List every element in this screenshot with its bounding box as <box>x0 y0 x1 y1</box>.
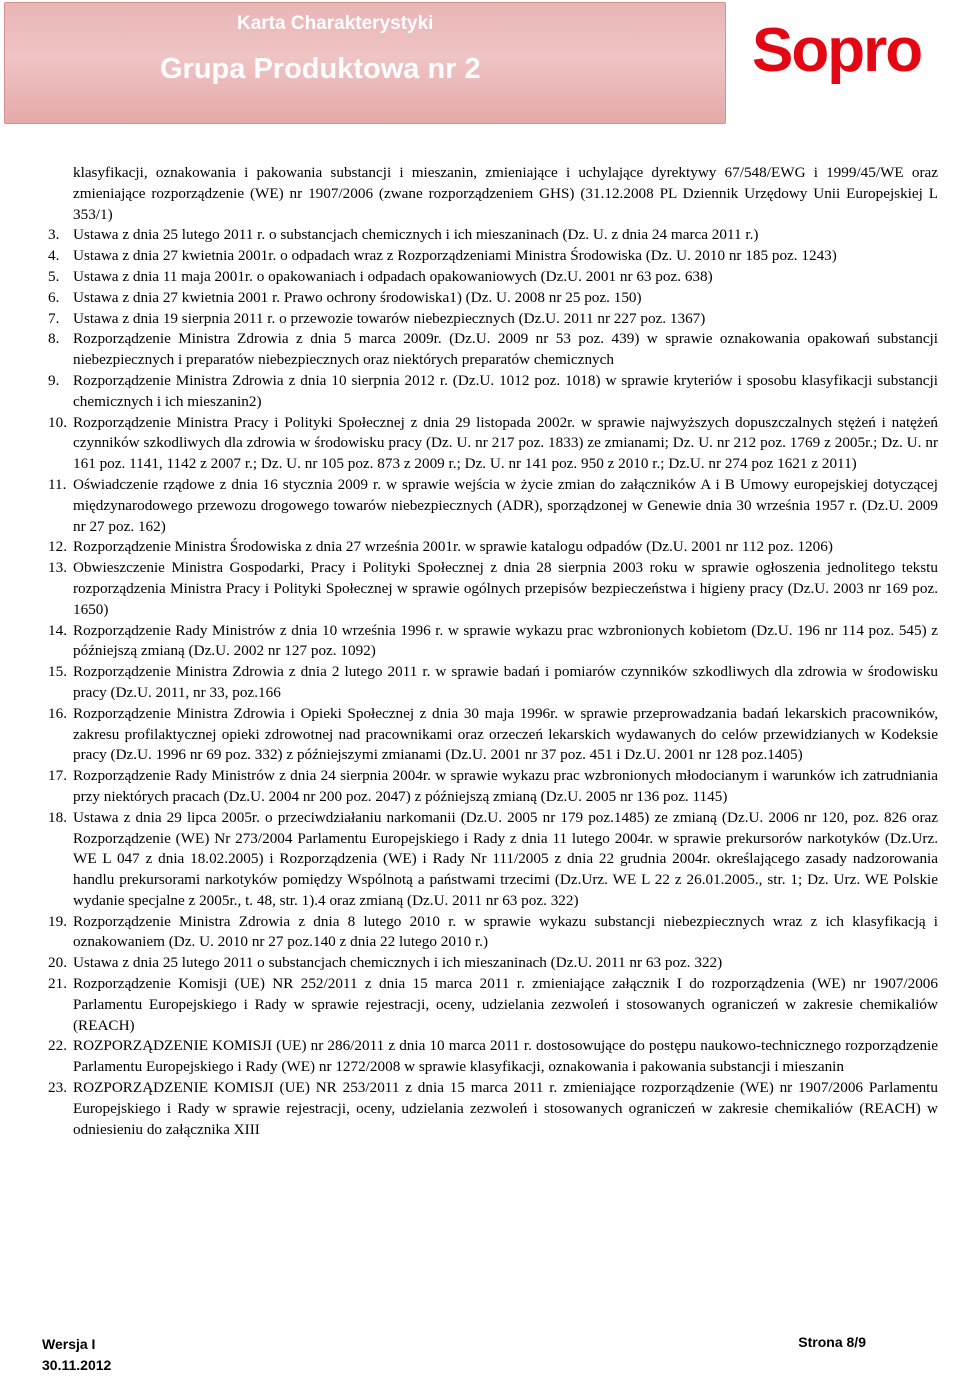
footer-version <box>42 1334 111 1376</box>
list-item-text: Ustawa z dnia 11 maja 2001r. o opakowaniach i odpadach opakowaniowych (Dz.U. 2001 nr 63 poz. 638) <box>73 267 713 285</box>
list-item-number: 4. <box>48 247 60 265</box>
list-item-text: Rozporządzenie Ministra Pracy i Polityki Społecznej z dnia 29 listopada 2002r. w sprawie najwyższych dopuszczalnych stężeń i natężeń czynników szkodliwych dla zdrowia w środowisku pracy (Dz. U. nr 217 poz. 1833) ze zmianami; Dz. U. nr 212 poz. 1769 z 2005r.; Dz. U. nr 161 poz. 1141, 1142 z 2007 r.; Dz. U. nr 105 poz. 873 z 2009 r.; Dz. U. nr 141 poz. 950 z 2010 r.; Dz.U. nr 274 poz 1621 z 2011) <box>73 413 938 473</box>
list-item-number: 23. <box>48 1079 67 1097</box>
list-item-text: Ustawa z dnia 25 lutego 2011 o substancjach chemicznych i ich mieszaninach (Dz.U. 2011 nr 63 poz. 322) <box>73 954 723 972</box>
list-item-text: Ustawa z dnia 19 sierpnia 2011 r. o przewozie towarów niebezpiecznych (Dz.U. 2011 nr 227 poz. 1367) <box>73 309 706 327</box>
sopro-logo <box>752 8 957 118</box>
list-item <box>48 1078 938 1140</box>
list-item-number: 21. <box>48 975 67 993</box>
list-item-number: 8. <box>48 330 60 348</box>
list-item <box>48 953 938 974</box>
intro-paragraph: klasyfikacji, oznakowania i pakowania substancji i mieszanin, zmieniające i uchylające dyrektywy 67/548/EWG i 1999/45/WE oraz zmieniające rozporządzenie (WE) nr 1907/2006 (zwane rozporządzeniem GHS) (31.12.2008 PL Dziennik Urzędowy Unii Europejskiej L 353/1) <box>73 164 938 223</box>
list-item <box>48 413 938 475</box>
regulations-list <box>48 225 938 1140</box>
list-item-number: 19. <box>48 912 67 930</box>
list-item <box>48 329 938 371</box>
list-item <box>48 246 938 267</box>
list-item <box>48 371 938 413</box>
list-item-text: Ustawa z dnia 25 lutego 2011 r. o substancjach chemicznych i ich mieszaninach (Dz. U. z dnia 24 marca 2011 r.) <box>73 226 759 244</box>
list-item <box>48 1036 938 1078</box>
list-item-number: 13. <box>48 559 67 577</box>
list-item-number: 3. <box>48 226 60 244</box>
list-item-text: ROZPORZĄDZENIE KOMISJI (UE) nr 286/2011 z dnia 10 marca 2011 r. dostosowujące do postępu naukowo-technicznego rozporządzenie Parlamentu Europejskiego i Rady (WE) nr 1272/2008 w sprawie klasyfikacji, oznakowania i pakowania substancji i mieszanin <box>73 1037 938 1076</box>
list-item-text: Ustawa z dnia 27 kwietnia 2001r. o odpadach wraz z Rozporządzeniami Ministra Środowiska (Dz. U. 2010 nr 185 poz. 1243) <box>73 247 837 265</box>
list-item <box>48 621 938 663</box>
list-item-text: Ustawa z dnia 29 lipca 2005r. o przeciwdziałaniu narkomanii (Dz.U. 2005 nr 179 poz.1485) ze zmianą (Dz.U. 2006 nr 120, poz. 826 oraz Rozporządzenie (WE) Nr 273/2004 Parlamentu Europejskiego i Rady z dnia 11 lutego 2004r. w sprawie prekursorów narkotyków (Dz.Urz. WE L 047 z dnia 18.02.2005) i Rozporządzenia (WE) i Rady Nr 111/2005 z dnia 22 grudnia 2004r. określającego zasady nadzorowania handlu prekursorami narkotyków pomiędzy Wspólnotą a państwami trzecimi (Dz.Urz. WE L 22 z 26.01.2005., str. 1; Dz. Urz. WE Polskie wydanie specjalne z 2005r., t. 48, str. 1).4 oraz zmianą (Dz.U. 2011 nr 63 poz. 322) <box>73 808 938 909</box>
list-item-text: Rozporządzenie Ministra Zdrowia z dnia 5 marca 2009r. (Dz.U. 2009 nr 53 poz. 439) w sprawie oznakowania opakowań substancji niebezpiecznych i preparatów niebezpiecznych oraz niektórych preparatów chemicznych <box>73 330 938 369</box>
document-type: Karta Charakterystyki <box>237 13 434 34</box>
list-item <box>48 808 938 912</box>
list-item <box>48 288 938 309</box>
list-item <box>48 912 938 954</box>
list-item <box>48 225 938 246</box>
list-item-text: Oświadczenie rządowe z dnia 16 stycznia 2009 r. w sprawie wejścia w życie zmian do załączników A i B Umowy europejskiej dotyczącej międzynarodowego przewozu drogowego towarów niebezpiecznych (ADR), sporządzonej w Genewie dnia 30 września 1957 r. (Dz.U. 2009 nr 27 poz. 162) <box>73 475 938 535</box>
list-item-number: 22. <box>48 1037 67 1055</box>
list-item-number: 10. <box>48 413 67 431</box>
list-item-text: Ustawa z dnia 27 kwietnia 2001 r. Prawo ochrony środowiska1) (Dz. U. 2008 nr 25 poz. 150) <box>73 288 642 306</box>
list-item <box>48 267 938 288</box>
list-item <box>48 309 938 330</box>
list-item <box>48 766 938 808</box>
list-item-text: Rozporządzenie Rady Ministrów z dnia 10 września 1996 r. w sprawie wykazu prac wzbronionych kobietom (Dz.U. 196 nr 114 poz. 545) z późniejszą zmianą (Dz.U. 2002 nr 127 poz. 1092) <box>73 621 938 660</box>
logo-text: Sopro <box>752 16 922 85</box>
list-item-text: Rozporządzenie Rady Ministrów z dnia 24 sierpnia 2004r. w sprawie wykazu prac wzbronionych młodocianym i warunków ich zatrudniania przy niektórych pracach (Dz.U. 2004 nr 200 poz. 2047) z późniejszą zmianą (Dz.U. 2005 nr 136 poz. 1145) <box>73 767 938 805</box>
list-item-text: Rozporządzenie Ministra Zdrowia z dnia 2 lutego 2011 r. w sprawie badań i pomiarów czynników szkodliwych dla zdrowia w środowisku pracy (Dz.U. 2011, nr 33, poz.166 <box>73 663 938 701</box>
list-item-text: Rozporządzenie Ministra Zdrowia z dnia 10 sierpnia 2012 r. (Dz.U. 1012 poz. 1018) w sprawie kryteriów i sposobu klasyfikacji substancji chemicznych i ich mieszanin2) <box>73 371 938 410</box>
list-item-text: Rozporządzenie Ministra Zdrowia i Opieki Społecznej z dnia 30 maja 1996r. w sprawie przeprowadzania badań lekarskich pracowników, zakresu profilaktycznej opieki zdrowotnej nad pracownikami oraz orzeczeń lekarskich wydawanych do celów przewidzianych w Kodeksie pracy (Dz.U. 1996 nr 69 poz. 332) z późniejszymi zmianami (Dz.U. 2001 nr 37 poz. 451 i Dz.U. 2001 nr 128 poz.1405) <box>73 704 938 764</box>
version-date: 30.11.2012 <box>42 1357 112 1373</box>
list-item <box>48 704 938 766</box>
list-item-text: Rozporządzenie Komisji (UE) NR 252/2011 z dnia 15 marca 2011 r. zmieniające załącznik I do rozporządzenia (WE) nr 1907/2006 Parlamentu Europejskiego i Rady w sprawie rejestracji, oceny, udzielania zezwoleń i stosowanych ograniczeń w zakresie chemikaliów (REACH) <box>73 975 938 1034</box>
version-label: Wersja I <box>42 1336 96 1352</box>
list-item-number: 17. <box>48 767 67 785</box>
list-item-number: 18. <box>48 808 67 826</box>
list-item <box>48 662 938 704</box>
header-banner <box>4 2 726 124</box>
list-item-number: 7. <box>48 309 60 327</box>
list-item-text: Rozporządzenie Ministra Środowiska z dnia 27 września 2001r. w sprawie katalogu odpadów (Dz.U. 2001 nr 112 poz. 1206) <box>73 538 833 556</box>
list-item-number: 12. <box>48 538 67 556</box>
list-item <box>48 537 938 558</box>
list-item <box>48 974 938 1036</box>
list-item <box>48 475 938 537</box>
list-item-text: Rozporządzenie Ministra Zdrowia z dnia 8 lutego 2010 r. w sprawie wykazu substancji niebezpiecznych wraz z ich klasyfikacją i oznakowaniem (Dz. U. 2010 nr 27 poz.140 z dnia 22 lutego 2010 r.) <box>73 912 938 951</box>
list-item-number: 15. <box>48 663 67 681</box>
list-item-number: 16. <box>48 704 67 722</box>
list-item-number: 14. <box>48 621 67 639</box>
list-item-text: Obwieszczenie Ministra Gospodarki, Pracy i Polityki Społecznej z dnia 28 sierpnia 2003 roku w sprawie ogłoszenia jednolitego tekstu rozporządzenia Ministra Pracy i Polityki Społecznej w sprawie ogólnych przepisów bezpieczeństwa i higieny pracy (Dz.U. 2003 nr 169 poz. 1650) <box>73 559 938 618</box>
page-number: Strona 8/9 <box>798 1334 866 1350</box>
list-item-number: 9. <box>48 371 60 389</box>
list-item-number: 11. <box>48 475 67 493</box>
list-item <box>48 558 938 620</box>
page-title: Grupa Produktowa nr 2 <box>160 53 481 85</box>
list-item-number: 6. <box>48 288 60 306</box>
document-body <box>48 163 938 1140</box>
list-item-number: 5. <box>48 267 60 285</box>
list-item-number: 20. <box>48 954 67 972</box>
list-item-text: ROZPORZĄDZENIE KOMISJI (UE) NR 253/2011 z dnia 15 marca 2011 r. zmieniające rozporządzenie (WE) nr 1907/2006 Parlamentu Europejskiego i Rady w sprawie rejestracji, oceny, udzielania zezwoleń i stosowanych ograniczeń w zakresie chemikaliów (REACH) w odniesieniu do załącznika XIII <box>73 1079 938 1138</box>
